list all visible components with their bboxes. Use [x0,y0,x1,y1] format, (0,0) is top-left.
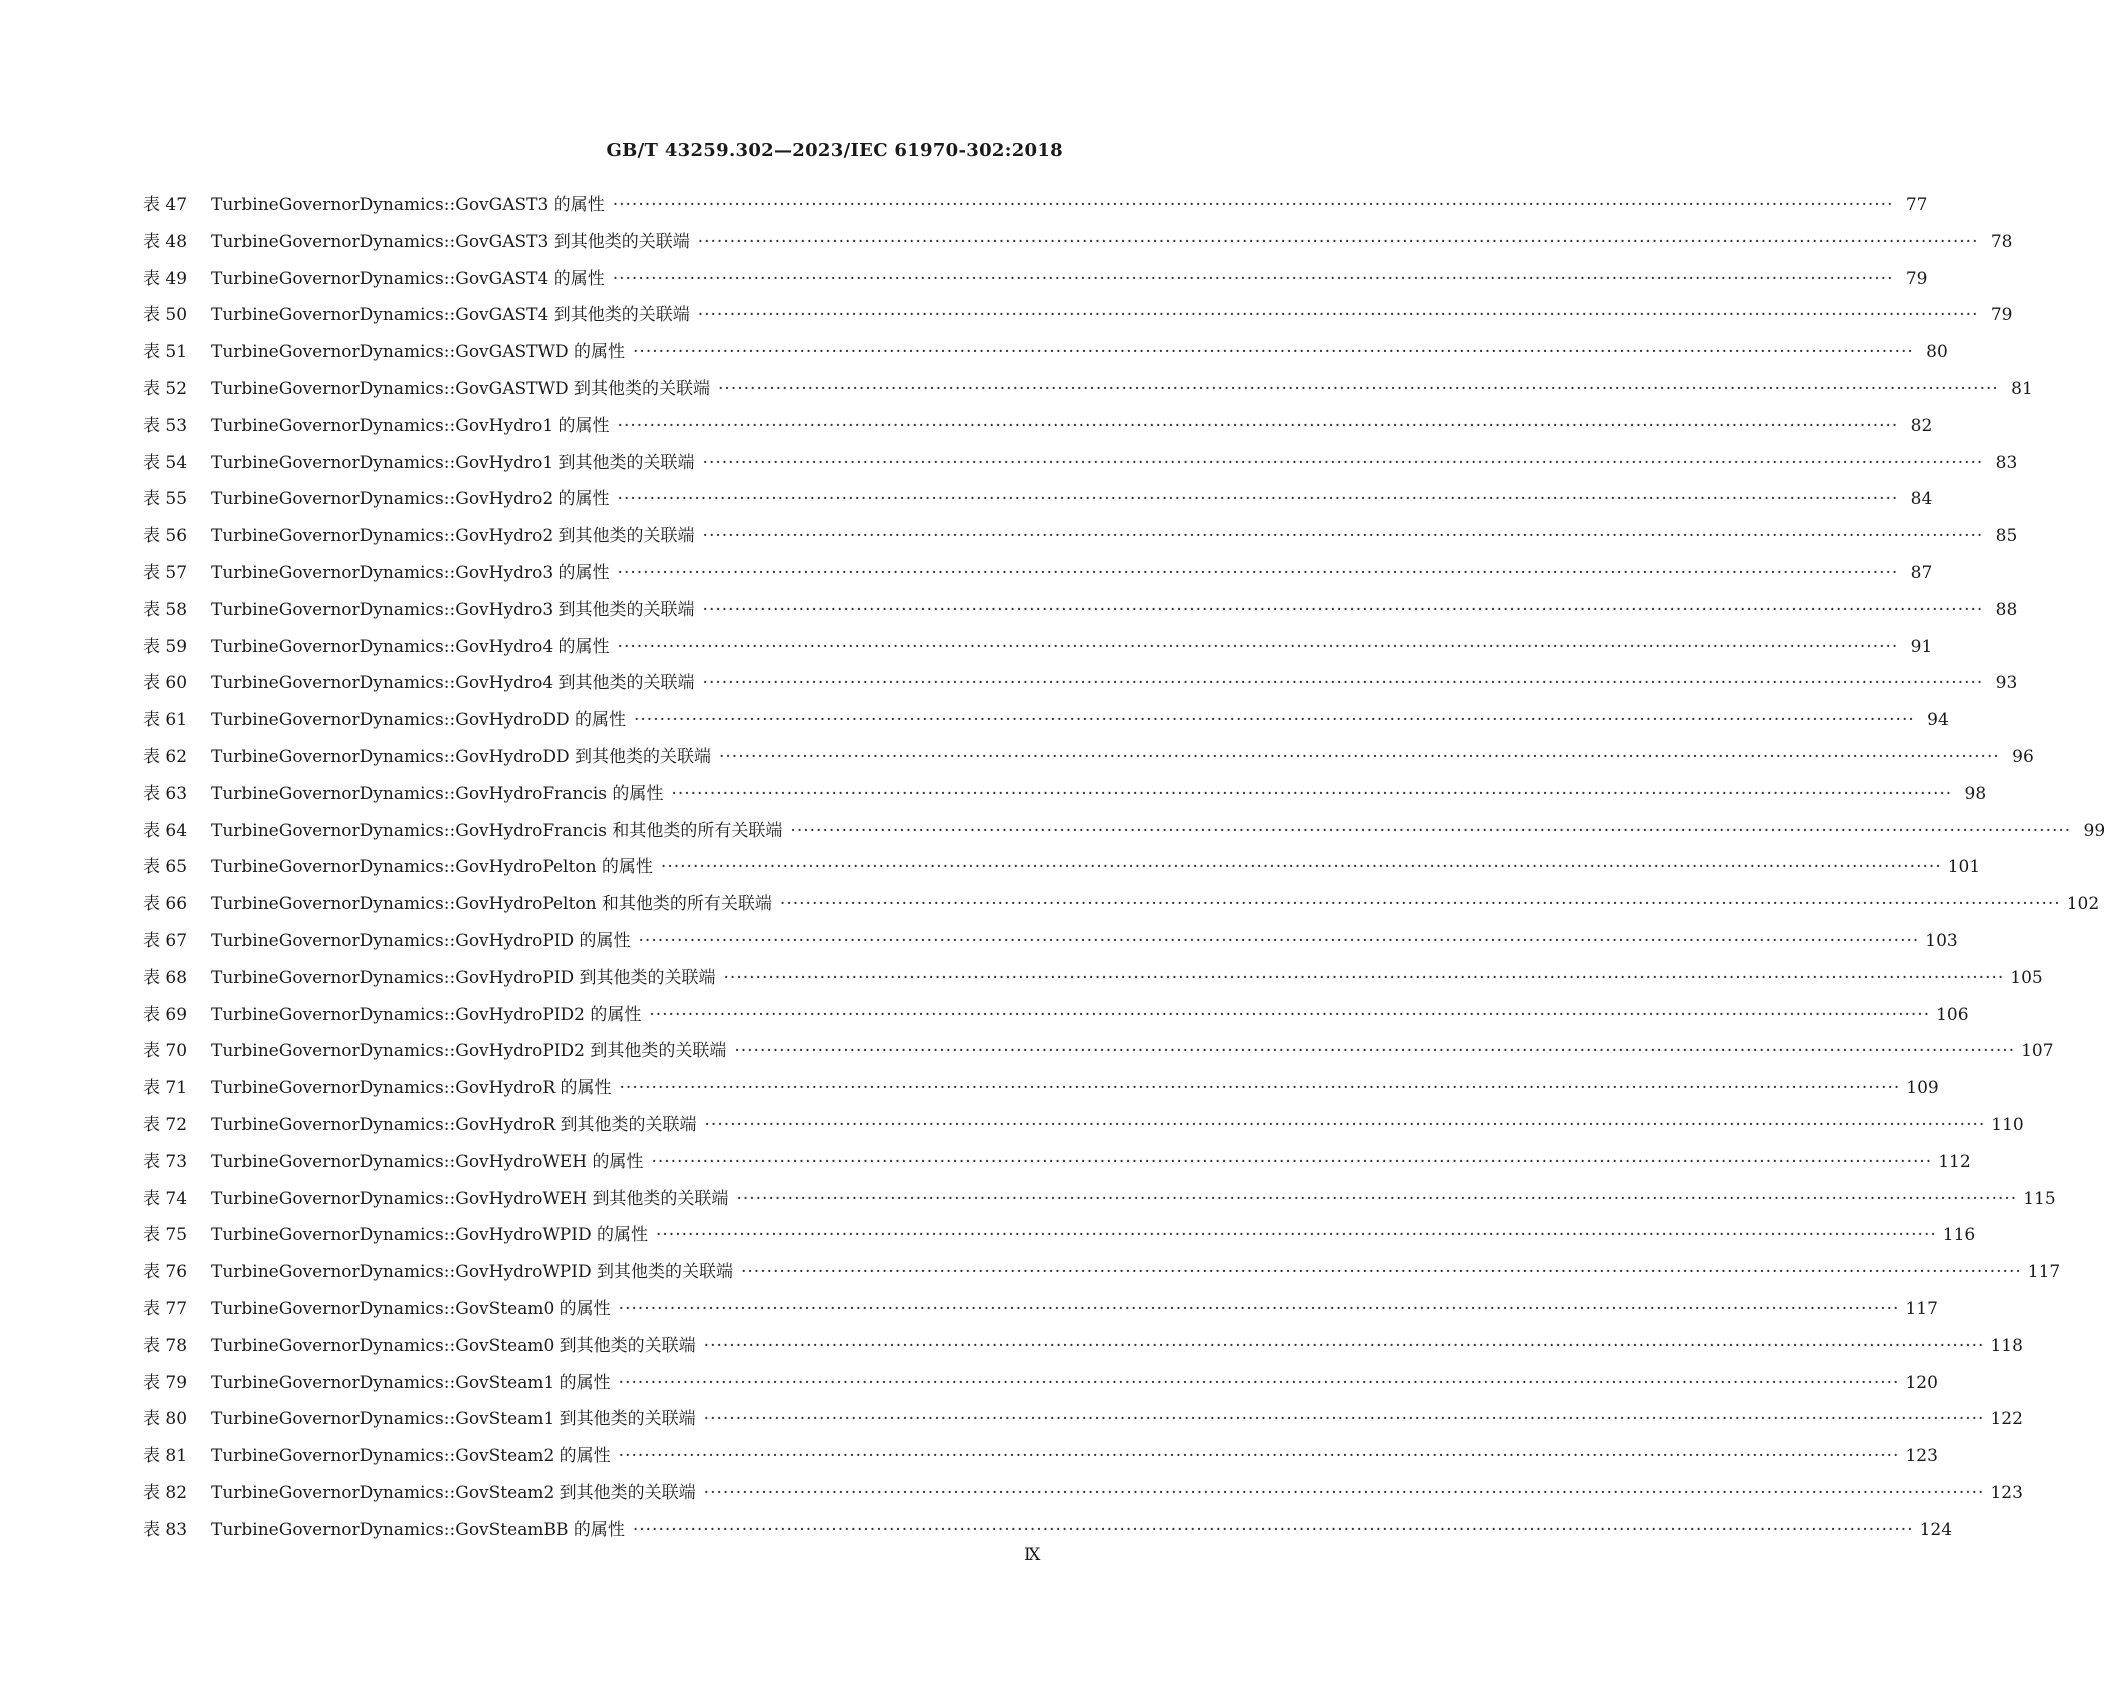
dot-leader: ········································································································································································································ [697,231,1979,252]
table-number: 表 80 [143,1409,188,1430]
toc-entry-title: TurbineGovernorDynamics::GovSteamBB 的属性 [211,1519,625,1540]
toc-entry-title: TurbineGovernorDynamics::GovHydro4 的属性 [211,636,610,657]
toc-entry[interactable] [143,1000,1969,1037]
toc-entry[interactable] [143,190,1928,227]
toc-entry-page: 81 [2011,378,2033,399]
table-number: 表 62 [143,746,188,767]
toc-entry-page: 99 [2083,820,2105,841]
toc-entry-title: TurbineGovernorDynamics::GovGASTWD 到其他类的关联端 [211,378,711,399]
table-number: 表 57 [143,562,188,583]
table-number: 表 78 [143,1335,188,1356]
toc-entry-page: 118 [1990,1335,2023,1356]
table-number: 表 53 [143,415,188,436]
dot-leader: ········································································································································································································ [734,1041,2016,1062]
table-number: 表 69 [143,1004,188,1025]
toc-entry-page: 115 [2023,1188,2056,1209]
toc-entry[interactable] [143,300,2013,337]
toc-entry-page: 120 [1905,1372,1938,1393]
toc-entry-title: TurbineGovernorDynamics::GovSteam2 的属性 [211,1446,611,1467]
toc-entry[interactable] [143,926,1958,963]
toc-entry-title: TurbineGovernorDynamics::GovHydroWEH 到其他类的关联端 [211,1188,729,1209]
dot-leader: ········································································································································································································ [617,562,1899,583]
toc-entry[interactable] [143,337,1948,374]
toc-entry-title: TurbineGovernorDynamics::GovHydroWPID 到其他类的关联端 [211,1262,733,1283]
dot-leader: ········································································································································································································ [634,710,1915,731]
toc-entry-page: 105 [2010,967,2043,988]
dot-leader: ········································································································································································································ [702,673,1984,694]
toc-entry[interactable] [143,1036,2054,1073]
toc-entry-title: TurbineGovernorDynamics::GovHydroFrancis 和其他类的所有关联端 [211,820,783,841]
toc-entry-title: TurbineGovernorDynamics::GovSteam0 的属性 [211,1298,611,1319]
toc-entry-title: TurbineGovernorDynamics::GovHydro2 到其他类的关联端 [211,526,695,547]
toc-entry-page: 85 [1995,526,2018,547]
toc-entry-page: 94 [1927,710,1949,731]
toc-entry[interactable] [143,963,2043,1000]
toc-entry-page: 102 [2066,894,2100,915]
table-number: 表 56 [143,526,188,547]
toc-entry[interactable] [143,595,2018,632]
table-number: 表 52 [143,378,188,399]
table-number: 表 83 [143,1519,188,1540]
dot-leader: ········································································································································································································ [638,930,1920,951]
table-number: 表 82 [143,1482,188,1503]
toc-entry-page: 78 [1990,231,2013,252]
toc-entry-page: 112 [1938,1151,1971,1172]
dot-leader: ········································································································································································································ [671,783,1953,804]
toc-entry-title: TurbineGovernorDynamics::GovHydroPID2 的属性 [211,1004,642,1025]
toc-entry-page: 84 [1910,489,1933,510]
toc-entry-title: TurbineGovernorDynamics::GovHydroPID2 到其他类的关联端 [211,1041,727,1062]
table-number: 表 51 [143,342,188,363]
toc-entry-page: 122 [1990,1409,2023,1430]
dot-leader: ········································································································································································································ [703,1409,1985,1430]
table-number: 表 68 [143,967,188,988]
toc-entry-page: 117 [1905,1298,1938,1319]
toc-entry-title: TurbineGovernorDynamics::GovHydro3 到其他类的关联端 [211,599,695,620]
dot-leader: ········································································································································································································ [718,378,1999,399]
toc-entry-title: TurbineGovernorDynamics::GovHydroR 到其他类的关联端 [211,1114,697,1135]
dot-leader: ········································································································································································································ [719,746,2000,767]
toc-entry[interactable] [143,558,1933,595]
toc-entry-page: 106 [1936,1004,1969,1025]
toc-entry[interactable] [143,1073,1939,1110]
toc-entry-page: 109 [1906,1078,1939,1099]
table-number: 表 50 [143,305,188,326]
toc-entry[interactable] [143,816,2105,853]
table-number: 表 76 [143,1262,188,1283]
toc-entry-title: TurbineGovernorDynamics::GovHydroDD 的属性 [211,710,626,731]
toc-entry-page: 77 [1905,195,1928,215]
dot-leader: ········································································································································································································ [617,415,1899,436]
dot-leader: ········································································································································································································ [790,820,2072,841]
table-number: 表 66 [143,894,188,915]
document-standard-id: GB/T 43259.302—2023/IEC 61970-302:2018 [606,140,1063,161]
dot-leader: ········································································································································································································ [618,1298,1900,1319]
toc-entry-title: TurbineGovernorDynamics::GovSteam1 到其他类的关联端 [211,1409,696,1430]
toc-entry-page: 98 [1964,783,1987,804]
toc-entry-page: 123 [1990,1482,2023,1503]
toc-entry[interactable] [143,227,2013,264]
toc-entry-title: TurbineGovernorDynamics::GovHydroWPID 的属性 [211,1225,648,1246]
toc-entry[interactable] [143,742,2034,779]
toc-entry-title: TurbineGovernorDynamics::GovSteam0 到其他类的关联端 [211,1335,696,1356]
dot-leader: ········································································································································································································ [619,1078,1901,1099]
toc-entry-title: TurbineGovernorDynamics::GovHydroPID 到其他类的关联端 [211,967,716,988]
table-number: 表 70 [143,1041,188,1062]
toc-entry-page: 88 [1995,599,2018,620]
toc-entry-page: 107 [2021,1041,2054,1062]
toc-entry-page: 93 [1995,673,2018,694]
dot-leader: ········································································································································································································ [618,1372,1900,1393]
table-of-contents [143,190,2105,1551]
dot-leader: ········································································································································································································ [779,894,2061,915]
toc-entry[interactable] [143,374,2033,411]
dot-leader: ········································································································································································································ [704,1114,1986,1135]
toc-entry[interactable] [143,484,1933,521]
toc-entry-page: 101 [1947,857,1981,878]
toc-entry[interactable] [143,705,1949,742]
toc-entry-title: TurbineGovernorDynamics::GovHydroPelton 的属性 [211,857,653,878]
table-number: 表 59 [143,636,188,657]
toc-entry-title: TurbineGovernorDynamics::GovGASTWD 的属性 [211,342,626,363]
toc-entry[interactable] [143,852,1981,889]
table-number: 表 81 [143,1446,188,1467]
toc-entry[interactable] [143,1220,1976,1257]
dot-leader: ········································································································································································································ [649,1004,1931,1025]
dot-leader: ········································································································································································································ [723,967,2005,988]
dot-leader: ········································································································································································································ [633,342,1914,363]
dot-leader: ········································································································································································································ [612,195,1894,215]
toc-entry-title: TurbineGovernorDynamics::GovHydroWEH 的属性 [211,1151,644,1172]
toc-entry-page: 116 [1942,1225,1976,1246]
table-number: 表 58 [143,599,188,620]
dot-leader: ········································································································································································································ [741,1262,2022,1283]
dot-leader: ········································································································································································································ [703,1482,1985,1503]
dot-leader: ········································································································································································································ [703,1335,1985,1356]
toc-entry[interactable] [143,448,2018,485]
toc-entry-page: 80 [1926,342,1948,363]
toc-entry-page: 87 [1910,562,1933,583]
table-number: 表 63 [143,783,188,804]
toc-entry-title: TurbineGovernorDynamics::GovHydroR 的属性 [211,1078,612,1099]
toc-entry-title: TurbineGovernorDynamics::GovGAST4 到其他类的关联端 [211,305,690,326]
toc-entry[interactable] [143,1331,2023,1368]
dot-leader: ········································································································································································································ [702,452,1984,473]
dot-leader: ········································································································································································································ [612,268,1894,289]
toc-entry-page: 96 [2012,746,2034,767]
toc-entry[interactable] [143,1441,1938,1478]
toc-entry[interactable] [143,1147,1971,1184]
dot-leader: ········································································································································································································ [702,599,1984,620]
toc-entry[interactable] [143,1110,2024,1147]
dot-leader: ········································································································································································································ [632,1519,1914,1540]
table-number: 表 73 [143,1151,188,1172]
toc-entry-title: TurbineGovernorDynamics::GovHydro3 的属性 [211,562,610,583]
table-number: 表 64 [143,820,188,841]
table-number: 表 75 [143,1225,188,1246]
toc-entry-page: 91 [1910,636,1933,657]
toc-entry-page: 110 [1991,1114,2024,1135]
toc-entry[interactable] [143,632,1933,669]
table-number: 表 54 [143,452,188,473]
page-number: Ⅸ [1024,1545,1041,1565]
dot-leader: ········································································································································································································ [651,1151,1933,1172]
table-number: 表 48 [143,231,188,252]
toc-entry-page: 79 [1905,268,1928,289]
toc-entry[interactable] [143,668,2018,705]
toc-entry[interactable] [143,1184,2056,1221]
dot-leader: ········································································································································································································ [660,857,1942,878]
table-number: 表 79 [143,1372,188,1393]
toc-entry-title: TurbineGovernorDynamics::GovHydro4 到其他类的关联端 [211,673,695,694]
toc-entry-title: TurbineGovernorDynamics::GovGAST3 到其他类的关联端 [211,231,690,252]
toc-entry-title: TurbineGovernorDynamics::GovHydroFrancis 的属性 [211,783,664,804]
table-number: 表 71 [143,1078,188,1099]
toc-entry-title: TurbineGovernorDynamics::GovHydro1 的属性 [211,415,610,436]
toc-entry-title: TurbineGovernorDynamics::GovGAST4 的属性 [211,268,605,289]
toc-entry[interactable] [143,889,2100,926]
toc-entry-page: 124 [1919,1519,1953,1540]
table-number: 表 49 [143,268,188,289]
toc-entry[interactable] [143,1368,1938,1405]
toc-entry-title: TurbineGovernorDynamics::GovHydroPelton 和其他类的所有关联端 [211,894,772,915]
dot-leader: ········································································································································································································ [618,1446,1900,1467]
toc-entry-title: TurbineGovernorDynamics::GovSteam2 到其他类的关联端 [211,1482,696,1503]
table-number: 表 61 [143,710,188,731]
toc-entry-title: TurbineGovernorDynamics::GovHydroPID 的属性 [211,930,631,951]
toc-entry-page: 83 [1995,452,2018,473]
dot-leader: ········································································································································································································ [656,1225,1937,1246]
table-number: 表 72 [143,1114,188,1135]
toc-entry-page: 103 [1925,930,1958,951]
toc-entry[interactable] [143,1257,2061,1294]
table-number: 表 74 [143,1188,188,1209]
table-number: 表 55 [143,489,188,510]
toc-entry[interactable] [143,264,1928,301]
toc-entry-page: 123 [1905,1446,1938,1467]
table-number: 表 67 [143,930,188,951]
table-number: 表 47 [143,195,188,215]
dot-leader: ········································································································································································································ [736,1188,2018,1209]
dot-leader: ········································································································································································································ [697,305,1979,326]
toc-entry-title: TurbineGovernorDynamics::GovHydroDD 到其他类的关联端 [211,746,711,767]
dot-leader: ········································································································································································································ [702,526,1984,547]
toc-entry-title: TurbineGovernorDynamics::GovGAST3 的属性 [211,195,605,215]
dot-leader: ········································································································································································································ [617,489,1899,510]
toc-entry[interactable] [143,521,2018,558]
table-number: 表 60 [143,673,188,694]
toc-entry-title: TurbineGovernorDynamics::GovSteam1 的属性 [211,1372,611,1393]
toc-entry[interactable] [143,1478,2023,1515]
table-number: 表 65 [143,857,188,878]
dot-leader: ········································································································································································································ [617,636,1899,657]
table-number: 表 77 [143,1298,188,1319]
toc-entry[interactable] [143,779,1987,816]
toc-entry[interactable] [143,1404,2023,1441]
toc-entry-title: TurbineGovernorDynamics::GovHydro1 到其他类的关联端 [211,452,695,473]
toc-entry-page: 79 [1990,305,2013,326]
toc-entry[interactable] [143,1294,1938,1331]
toc-entry[interactable] [143,1515,1953,1552]
toc-entry-title: TurbineGovernorDynamics::GovHydro2 的属性 [211,489,610,510]
toc-entry[interactable] [143,411,1933,448]
toc-entry-page: 82 [1910,415,1933,436]
toc-entry-page: 117 [2027,1262,2061,1283]
